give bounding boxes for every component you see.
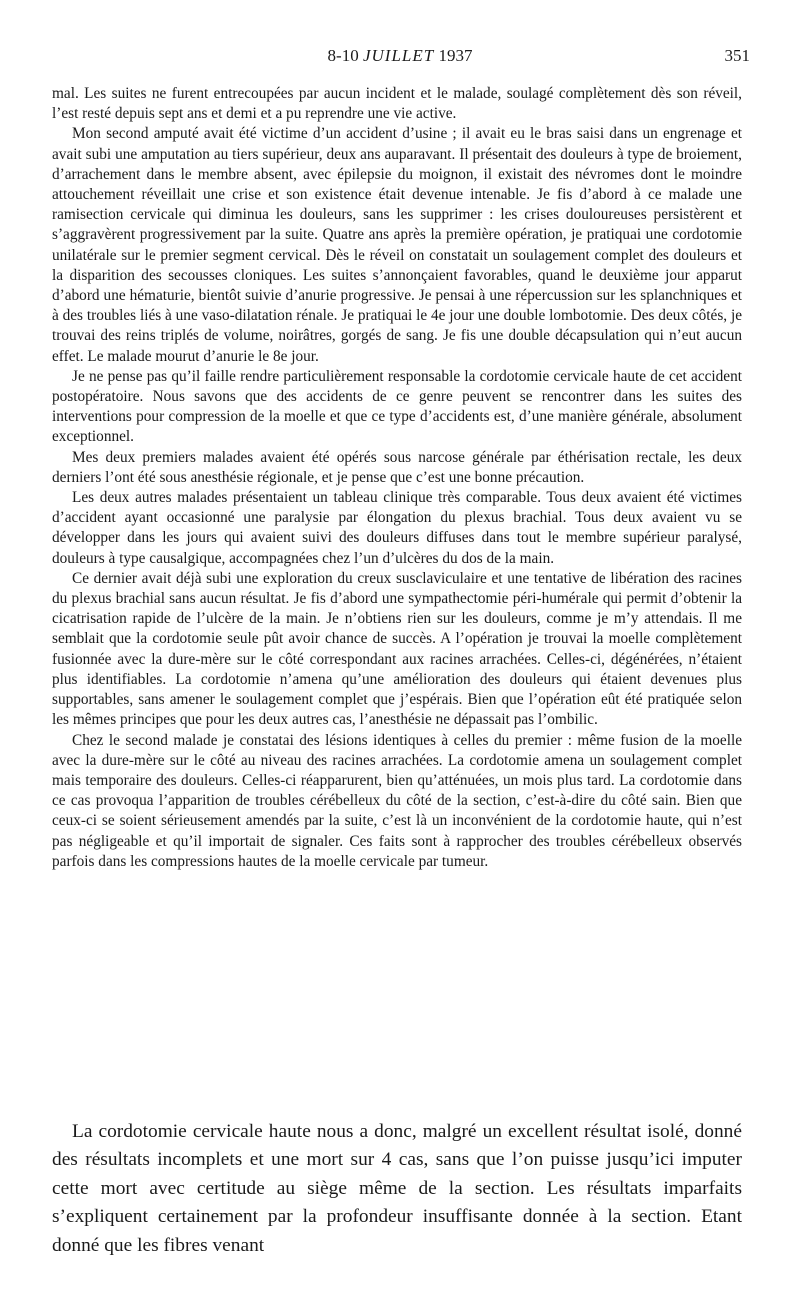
paragraph-postop-accident: Je ne pense pas qu’il faille rendre particulièrement responsable la cordotomie cervicale haute de cet accident postopératoire. Nous savons que des accidents de ce genre peuvent se rencontrer dans les suites des interventions pour compression de la moelle et que ce type d’accidents est, d’une manière générale, absolument exceptionnel. <box>52 367 742 446</box>
body-text <box>52 84 742 872</box>
paragraph-anesthesia: Mes deux premiers malades avaient été opérés sous narcose générale par éthérisation rectale, les deux derniers l’ont été sous anesthésie régionale, et je pense que c’est une bonne précaution. <box>52 448 742 486</box>
conclusion-section <box>52 1118 742 1260</box>
header-year: 1937 <box>438 46 473 65</box>
paragraph-second-amputee: Mon second amputé avait été victime d’un accident d’usine ; il avait eu le bras saisi dans un engrenage et avait subi une amputation au tiers supérieur, deux ans auparavant. Il présentait des douleurs à type de broiement, d’arrachement dans le membre absent, avec épilepsie du moignon, il existait des névromes dont le moindre attouchement réveillait une crise et son existence était devenue intenable. Je fis d’abord à ce malade une ramisection cervicale qui diminua les douleurs, sans les supprimer : les crises douloureuses persistèrent et s’aggravèrent progressivement par la suite. Quatre ans après la première opération, je pratiquai une cordotomie unilatérale sur le premier segment cervical. Dès le réveil on constatait un soulagement complet des douleurs et la disparition des secousses cloniques. Les suites s’annonçaient favorables, quand le deuxième jour apparut d’abord une hématurie, bientôt suivie d’anurie progressive. Je pensai à une répercussion sur les splanchniques et à des troubles liés à une vaso-dilatation rénale. Je pratiquai le 4e jour une double lombotomie. Des deux côtés, je trouvai des reins triplés de volume, noirâtres, gorgés de sang. Je fis une double décapsulation qui n’eut aucun effet. Le malade mourut d’anurie le 8e jour. <box>52 125 742 365</box>
page-number: 351 <box>724 46 750 65</box>
header-date <box>50 46 750 66</box>
paragraph-continuation: mal. Les suites ne furent entrecoupées par aucun incident et le malade, soulagé complètement dès son réveil, l’est resté depuis sept ans et demi et a pu reprendre une vie active. <box>52 85 742 123</box>
running-header <box>50 46 750 72</box>
paragraph-conclusion: La cordotomie cervicale haute nous a donc, malgré un excellent résultat isolé, donné des résultats incomplets et une mort sur 4 cas, sans que l’on puisse jusqu’ici imputer cette mort avec certitude au siège même de la section. Les résultats imparfaits s’expliquent certainement par la profondeur insuffisante donnée à la section. Etant donné que les fibres venant <box>52 1121 742 1256</box>
header-month: JUILLET <box>362 46 435 65</box>
header-dates: 8-10 <box>327 46 359 65</box>
paragraph-plexus-cases: Les deux autres malades présentaient un tableau clinique très comparable. Tous deux avaient été victimes d’accident ayant occasionné une paralysie par élongation du plexus brachial. Tous deux avaient vu se développer dans les jours qui avaient suivi des douleurs diffuses dans tout le membre supérieur paralysé, douleurs à type causalgique, accompagnées chez l’un d’ulcères du dos de la main. <box>52 489 742 567</box>
paragraph-first-plexus-case: Ce dernier avait déjà subi une exploration du creux susclaviculaire et une tentative de libération des racines du plexus brachial sans aucun résultat. Je fis d’abord une sympathectomie péri-humérale qui permit d’obtenir la cicatrisation rapide de l’ulcère de la main. Je n’obtiens rien sur les douleurs, comme je m’y attendais. Il me semblait que la cordotomie seule pût avoir chance de succès. A l’opération je trouvai la moelle complètement fusionnée avec la dure-mère sur le côté correspondant aux racines arrachées. Celles-ci, dégénérées, n’étaient plus identifiables. La cordotomie n’amena qu’une amélioration des douleurs qui étaient devenues plus supportables, sans amener le soulagement complet que j’espérais. Bien que l’opération eût été pratiquée selon les mêmes principes que pour les deux autres cas, l’anesthésie ne dépassait pas l’ombilic. <box>52 569 742 729</box>
paragraph-second-plexus-case: Chez le second malade je constatai des lésions identiques à celles du premier : même fusion de la moelle avec la dure-mère sur le côté au niveau des racines arrachées. La cordotomie amena un soulagement complet mais temporaire des douleurs. Celles-ci réapparurent, bien qu’atténuées, un mois plus tard. La cordotomie dans ce cas provoqua l’apparition de troubles cérébelleux du côté de la section, c’est-à-dire du côté sain. Bien que ceux-ci se soient sérieusement amendés par la suite, c’est là un inconvénient de la cordotomie haute, qui n’est pas négligeable et qu’il importait de signaler. Ces faits sont à rapprocher des troubles cérébelleux observés parfois dans les compressions hautes de la moelle cervicale par tumeur. <box>52 731 742 870</box>
